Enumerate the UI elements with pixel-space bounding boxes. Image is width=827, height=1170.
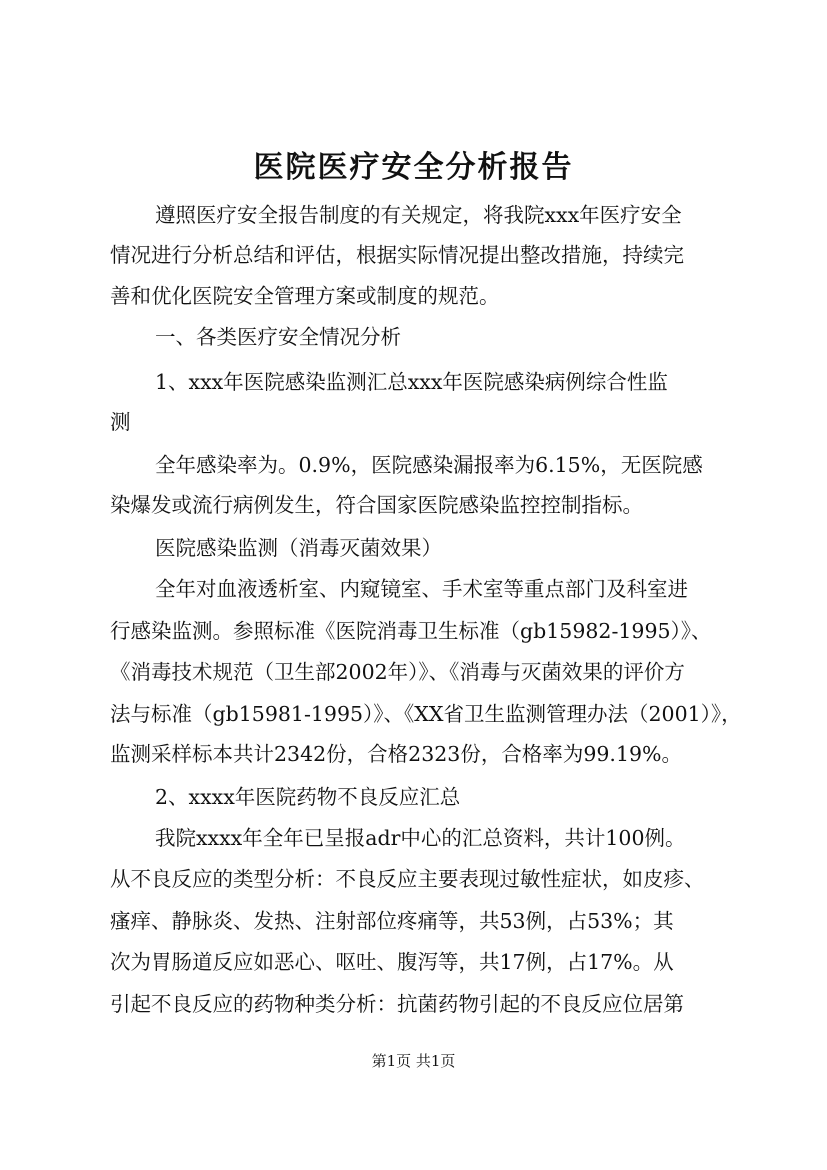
- text-line: 全年感染率为。0.9%，医院感染漏报率为6.15%，无医院感: [155, 453, 703, 477]
- text-line: 测: [110, 410, 131, 434]
- subsection-heading: 2、xxxx年医院药物不良反应汇总: [155, 785, 461, 809]
- page-footer: 第1页 共1页: [371, 1052, 456, 1070]
- text-line: 引起不良反应的药物种类分析：抗菌药物引起的不良反应位居第: [110, 992, 684, 1016]
- text-line: 监测采样标本共计2342份，合格2323份，合格率为99.19%。: [110, 742, 683, 766]
- text-line: 瘙痒、静脉炎、发热、注射部位疼痛等，共53例，占53%；其: [110, 909, 674, 933]
- text-line: 法与标准（gb15981-1995）》、《XX省卫生监测管理办法（2001）》，: [110, 702, 742, 726]
- subsection-heading: 1、xxx年医院感染监测汇总xxx年医院感染病例综合性监: [155, 370, 668, 394]
- text-line: 《消毒技术规范（卫生部2002年）》、《消毒与灭菌效果的评价方: [110, 660, 685, 684]
- text-line: 行感染监测。参照标准《医院消毒卫生标准（gb15982-1995）》、: [110, 619, 712, 643]
- text-line: 情况进行分析总结和评估，根据实际情况提出整改措施，持续完: [110, 243, 684, 267]
- text-line: 善和优化医院安全管理方案或制度的规范。: [110, 284, 500, 308]
- page-title: 医院医疗安全分析报告: [253, 150, 574, 185]
- text-line: 从不良反应的类型分析：不良反应主要表现过敏性症状，如皮疹、: [110, 867, 705, 891]
- text-line: 遵照医疗安全报告制度的有关规定，将我院xxx年医疗安全: [155, 203, 682, 227]
- text-line: 全年对血液透析室、内窥镜室、手术室等重点部门及科室进: [155, 577, 688, 601]
- text-line: 染爆发或流行病例发生，符合国家医院感染监控控制指标。: [110, 493, 643, 517]
- subsection-heading: 医院感染监测（消毒灭菌效果）: [155, 536, 442, 560]
- text-line: 次为胃肠道反应如恶心、呕吐、腹泻等，共17例，占17%。从: [110, 950, 674, 974]
- section-heading: 一、各类医疗安全情况分析: [155, 325, 401, 349]
- text-line: 我院xxxx年全年已呈报adr中心的汇总资料，共计100例。: [155, 826, 686, 850]
